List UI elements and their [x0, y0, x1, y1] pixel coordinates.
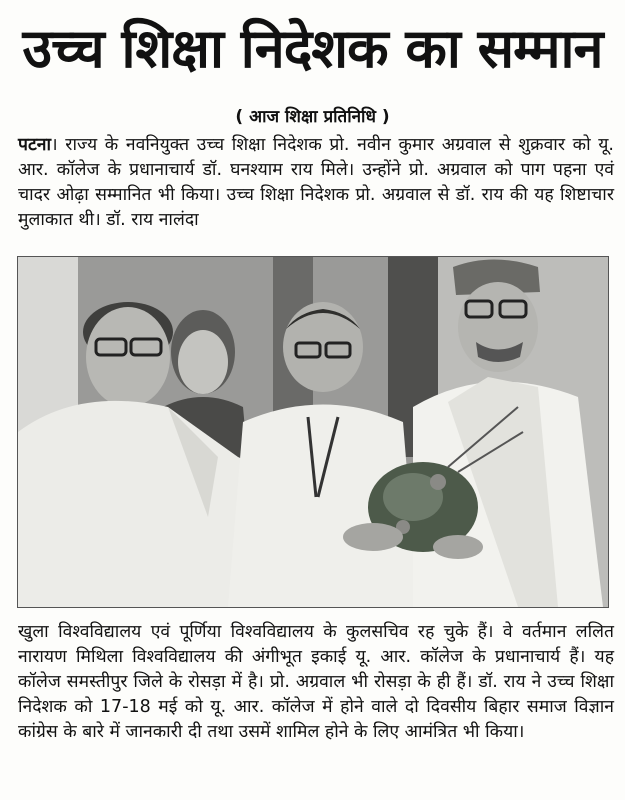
- dateline: पटना: [18, 135, 52, 155]
- paragraph-2: खुला विश्वविद्यालय एवं पूर्णिया विश्वविद्यालय के कुलसचिव रह चुके हैं। वे वर्तमान ललित नारायण मिथिला विश्वविद्यालय की अंगीभूत इकाई यू. आर. कॉलेज के प्रधानाचार्य हैं। यह कॉलेज समस्तीपुर जिले के रोसड़ा में है। प्रो. अग्रवाल भी रोसड़ा के ही हैं। डॉ. राय ने उच्च शिक्षा निदेशक को 17-18 मई को यू. आर. कॉलेज में होने वाले दो दिवसीय बिहार समाज विज्ञान कांग्रेस के बारे में जानकारी दी तथा उसमें शामिल होने के लिए आमंत्रित भी किया।: [18, 622, 614, 742]
- photo-illustration: [18, 257, 608, 607]
- paragraph-1-text: । राज्य के नवनियुक्त उच्च शिक्षा निदेशक प्रो. नवीन कुमार अग्रवाल से शुक्रवार को यू. आर. कॉलेज के प्रधानाचार्य डॉ. घनश्याम राय मिले। उन्होंने प्रो. अग्रवाल को पाग पहना एवं चादर ओढ़ा सम्मानित भी किया। उच्च शिक्षा निदेशक प्रो. अग्रवाल से डॉ. राय की यह शिष्टाचार मुलाकात थी। डॉ. राय नालंदा: [18, 135, 614, 230]
- paragraph-1: [18, 133, 614, 251]
- byline: ( आज शिक्षा प्रतिनिधि ): [235, 107, 390, 127]
- headline: उच्च शिक्षा निदेशक का सम्मान: [22, 17, 603, 80]
- news-photo: [17, 256, 609, 608]
